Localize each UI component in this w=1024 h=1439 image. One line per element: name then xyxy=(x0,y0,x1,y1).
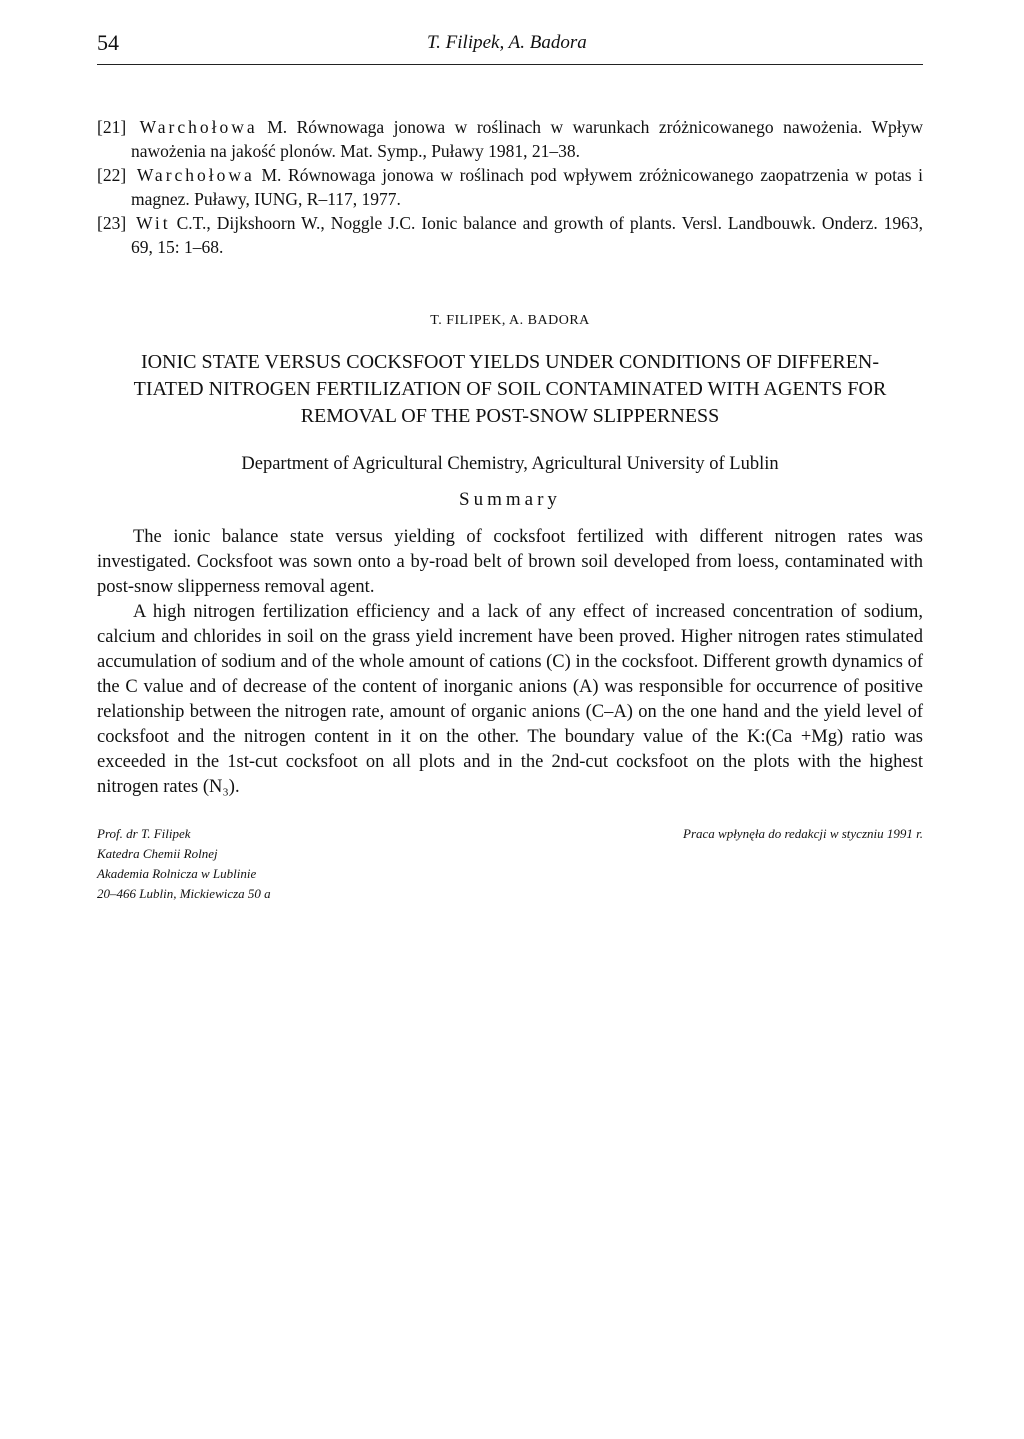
affiliation: Department of Agricultural Chemistry, Agricultural University of Lublin xyxy=(241,454,779,474)
summary-body xyxy=(97,525,923,800)
running-title: T. Filipek, A. Badora xyxy=(427,32,587,53)
summary-paragraph: The ionic balance state versus yielding of cocksfoot fertilized with different nitrogen rates was investigated. Cocksfoot was sown onto a by-road belt of brown soil developed from loess, contaminated with post-snow slipperness removal agent. xyxy=(97,527,923,597)
reference-author: Wit xyxy=(136,213,171,233)
address-line: Katedra Chemii Rolnej xyxy=(97,846,218,861)
address-line: 20–466 Lublin, Mickiewicza 50 a xyxy=(97,886,271,901)
summary-heading: Summary xyxy=(459,489,561,510)
reference-item xyxy=(97,163,923,211)
footer xyxy=(97,824,923,904)
reference-item xyxy=(97,115,923,163)
running-header xyxy=(97,30,923,65)
article-title xyxy=(97,349,923,430)
reference-list xyxy=(97,115,923,259)
article-title-line: IONIC STATE VERSUS COCKSFOOT YIELDS UNDER CONDITIONS OF DIFFEREN- xyxy=(140,351,880,373)
reference-number: [23] xyxy=(97,213,127,233)
address-line: Akademia Rolnicza w Lublinie xyxy=(97,866,257,881)
reference-author: Warchołowa xyxy=(139,117,258,137)
author-address xyxy=(97,824,497,904)
page-number: 54 xyxy=(97,30,119,55)
reference-number: [22] xyxy=(97,165,127,185)
reference-text: C.T., Dijkshoorn W., Noggle J.C. Ionic balance and growth of plants. Versl. Landbouwk. Onderz. 1963, 69, 15: 1–68. xyxy=(131,213,924,257)
reference-number: [21] xyxy=(97,117,127,137)
article-title-line: TIATED NITROGEN FERTILIZATION OF SOIL CONTAMINATED WITH AGENTS FOR xyxy=(133,378,887,400)
reference-author: Warchołowa xyxy=(136,165,255,185)
received-note: Praca wpłynęła do redakcji w styczniu 1991 r. xyxy=(683,826,923,841)
summary-paragraph: A high nitrogen fertilization efficiency and a lack of any effect of increased concentration of sodium, calcium and chlorides in soil on the grass yield increment have been proved. Higher nitrogen rates stimulated accumulation of sodium and of the whole amount of cations (C) in the cocksfoot. Different growth dynamics of the C value and of decrease of the content of inorganic anions (A) was responsible for occurrence of positive relationship between the nitrogen rate, amount of organic anions (C–A) on the one hand and the yield level of cocksfoot and the nitrogen content in it on the other. The boundary value of the K:(Ca +Mg) ratio was exceeded in the 1st-cut cocksfoot on all plots and in the 2nd-cut cocksfoot on the plots with the highest nitrogen rates (N₃). xyxy=(97,602,923,797)
article-authors: T. FILIPEK, A. BADORA xyxy=(430,313,590,328)
reference-text: M. Równowaga jonowa w roślinach w warunkach zróżnicowanego nawożenia. Wpływ nawożenia na jakość plonów. Mat. Symp., Puławy 1981, 21–38. xyxy=(131,117,924,161)
reference-item xyxy=(97,211,923,259)
address-line: Prof. dr T. Filipek xyxy=(97,826,191,841)
reference-text: M. Równowaga jonowa w roślinach pod wpływem zróżnicowanego zaopatrzenia w potas i magnez. Puławy, IUNG, R–117, 1977. xyxy=(131,165,924,209)
article-title-line: REMOVAL OF THE POST-SNOW SLIPPERNESS xyxy=(300,405,720,427)
page xyxy=(97,30,923,904)
